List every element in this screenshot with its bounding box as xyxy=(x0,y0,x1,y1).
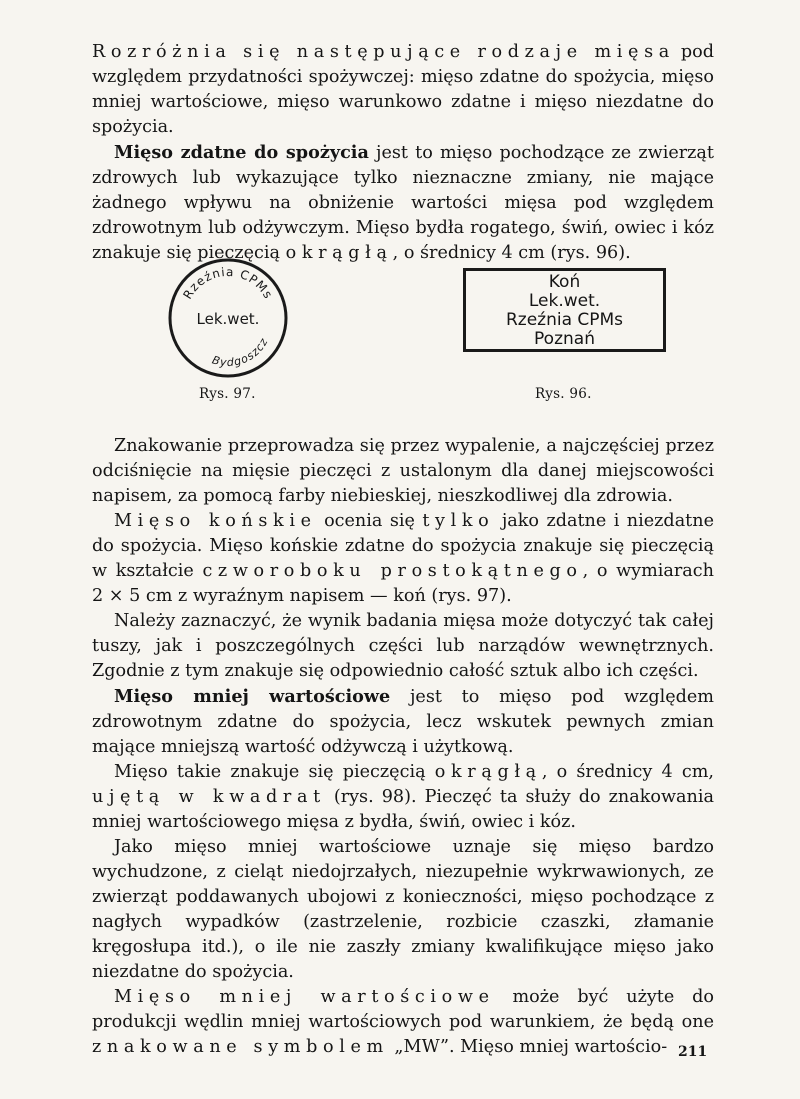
para-4-spaced-2: tylko xyxy=(422,511,495,531)
figure-caption-97: Rys. 97. xyxy=(199,386,256,402)
para-4-text-2: jako zdatne i niezdatne do spożycia. Mięso końskie zdatne do spożycia znakuje się pieczęcią w kształcie xyxy=(92,511,714,581)
para-4-text-3: , o wymiarach 2 × 5 cm z wyraźnym napisem — koń (rys. 97). xyxy=(92,561,714,606)
para-9 xyxy=(92,987,714,1057)
rect-stamp-line-4: Poznań xyxy=(534,329,595,349)
para-3 xyxy=(92,436,714,506)
para-8-text: Jako mięso mniej wartościowe uznaje się mięso bardzo wychudzone, z cieląt niedojrzałych, niezupełnie wykrwawionych, ze zwierząt poddawanych ubojowi z konieczności, mięso pochodzące z nagłych wypadków (zastrzelenie, rozbicie czaszki, złamanie kręgosłupa itd.), o ile nie zaszły zmiany kwalifikujące mięso jako niezdatne do spożycia. xyxy=(92,837,714,982)
para-7-text-1: Mięso takie znakuje się pieczęcią xyxy=(114,762,435,782)
para-2-spaced: okrągłą xyxy=(285,243,393,263)
para-7-spaced-1: okrągłą xyxy=(434,762,542,782)
rect-stamp-line-3: Rzeźnia CPMs xyxy=(505,310,624,330)
para-5-text: Należy zaznaczyć, że wynik badania mięsa może dotyczyć tak całej tuszy, jak i poszczególnych części lub narządów wewnętrznych. Zgodnie z tym znakuje się odpowiednio całość sztuk albo ich części. xyxy=(92,611,714,681)
para-6-text: jest to mięso pod względem zdrowotnym zdatne do spożycia, lecz wskutek pewnych zmian mające mniejszą wartość odżywczą i użytkową. xyxy=(92,687,714,757)
para-2-bold-term: Mięso zdatne do spożycia xyxy=(114,142,369,163)
para-2-text-2: , o średnicy 4 cm (rys. 96). xyxy=(392,243,631,263)
rect-stamp-line-2: Lek.wet. xyxy=(528,291,601,311)
para-8 xyxy=(92,837,714,982)
page-number: 211 xyxy=(678,1044,708,1060)
para-6 xyxy=(92,687,714,757)
figure-caption-96: Rys. 96. xyxy=(535,386,592,402)
para-4-text-1: ocenia się xyxy=(316,511,423,531)
round-stamp-top-text: Rzeźnia CPMs xyxy=(180,264,276,302)
para-9-text-2: „MW”. Mięso mniej wartościo- xyxy=(388,1037,668,1057)
para-7-text-3: (rys. 98). Pieczęć ta służy do znakowania mniej wartościowego mięsa z bydła, świń, owiec i kóz. xyxy=(92,787,714,832)
para-1-text: pod względem przydatności spożywczej: mięso zdatne do spożycia, mięso mniej wartościowe, mięso warunkowo zdatne i mięso niezdatne do spożycia. xyxy=(92,42,714,137)
para-7-spaced-2: ujętą w kwadrat xyxy=(92,787,326,807)
para-9-spaced-2: znakowane symbolem xyxy=(92,1037,389,1057)
para-3-text: Znakowanie przeprowadza się przez wypalenie, a najczęściej przez odciśnięcie na mięsie pieczęci z ustalonym dla danej miejscowości napisem, za pomocą farby niebieskiej, nieszkodliwej dla zdrowia. xyxy=(92,436,714,506)
para-7-text-2: , o średnicy 4 cm, xyxy=(541,762,714,782)
para-9-spaced-1: Mięso mniej wartościowe xyxy=(114,987,495,1007)
body-paragraphs xyxy=(92,434,714,1060)
rect-stamp-figure xyxy=(463,268,666,352)
para-2-text-1: jest to mięso pochodzące ze zwierząt zdrowych lub wykazujące tylko nieznaczne zmiany, nie mające żadnego wpływu na obniżenie wartości mięsa pod względem zdrowotnym lub odżywczym. Mięso bydła rogatego, świń, owiec i kóz znakuje się pieczęcią xyxy=(92,143,714,263)
rect-stamp-line-1: Koń xyxy=(548,272,581,292)
round-stamp-figure xyxy=(166,256,290,380)
para-5 xyxy=(92,611,714,681)
round-stamp-bottom-text: Bydgoszcz xyxy=(210,335,271,370)
para-9-text-1: może być użyte do produkcji wędlin mniej wartościowych pod warunkiem, że będą one xyxy=(92,987,714,1032)
para-4 xyxy=(92,511,714,606)
para-4-spaced-1: Mięso końskie xyxy=(114,511,317,531)
para-1-spaced-lead: Rozróżnia się następujące rodzaje mięsa xyxy=(92,42,675,62)
para-4-spaced-3: czworoboku prostokątnego xyxy=(202,561,583,581)
para-2 xyxy=(92,143,714,263)
round-stamp-center-text: Lek.wet. xyxy=(196,310,260,328)
para-7 xyxy=(92,762,714,832)
intro-paragraphs xyxy=(92,40,714,266)
para-6-bold-term: Mięso mniej wartościowe xyxy=(114,686,391,707)
para-1 xyxy=(92,42,714,137)
